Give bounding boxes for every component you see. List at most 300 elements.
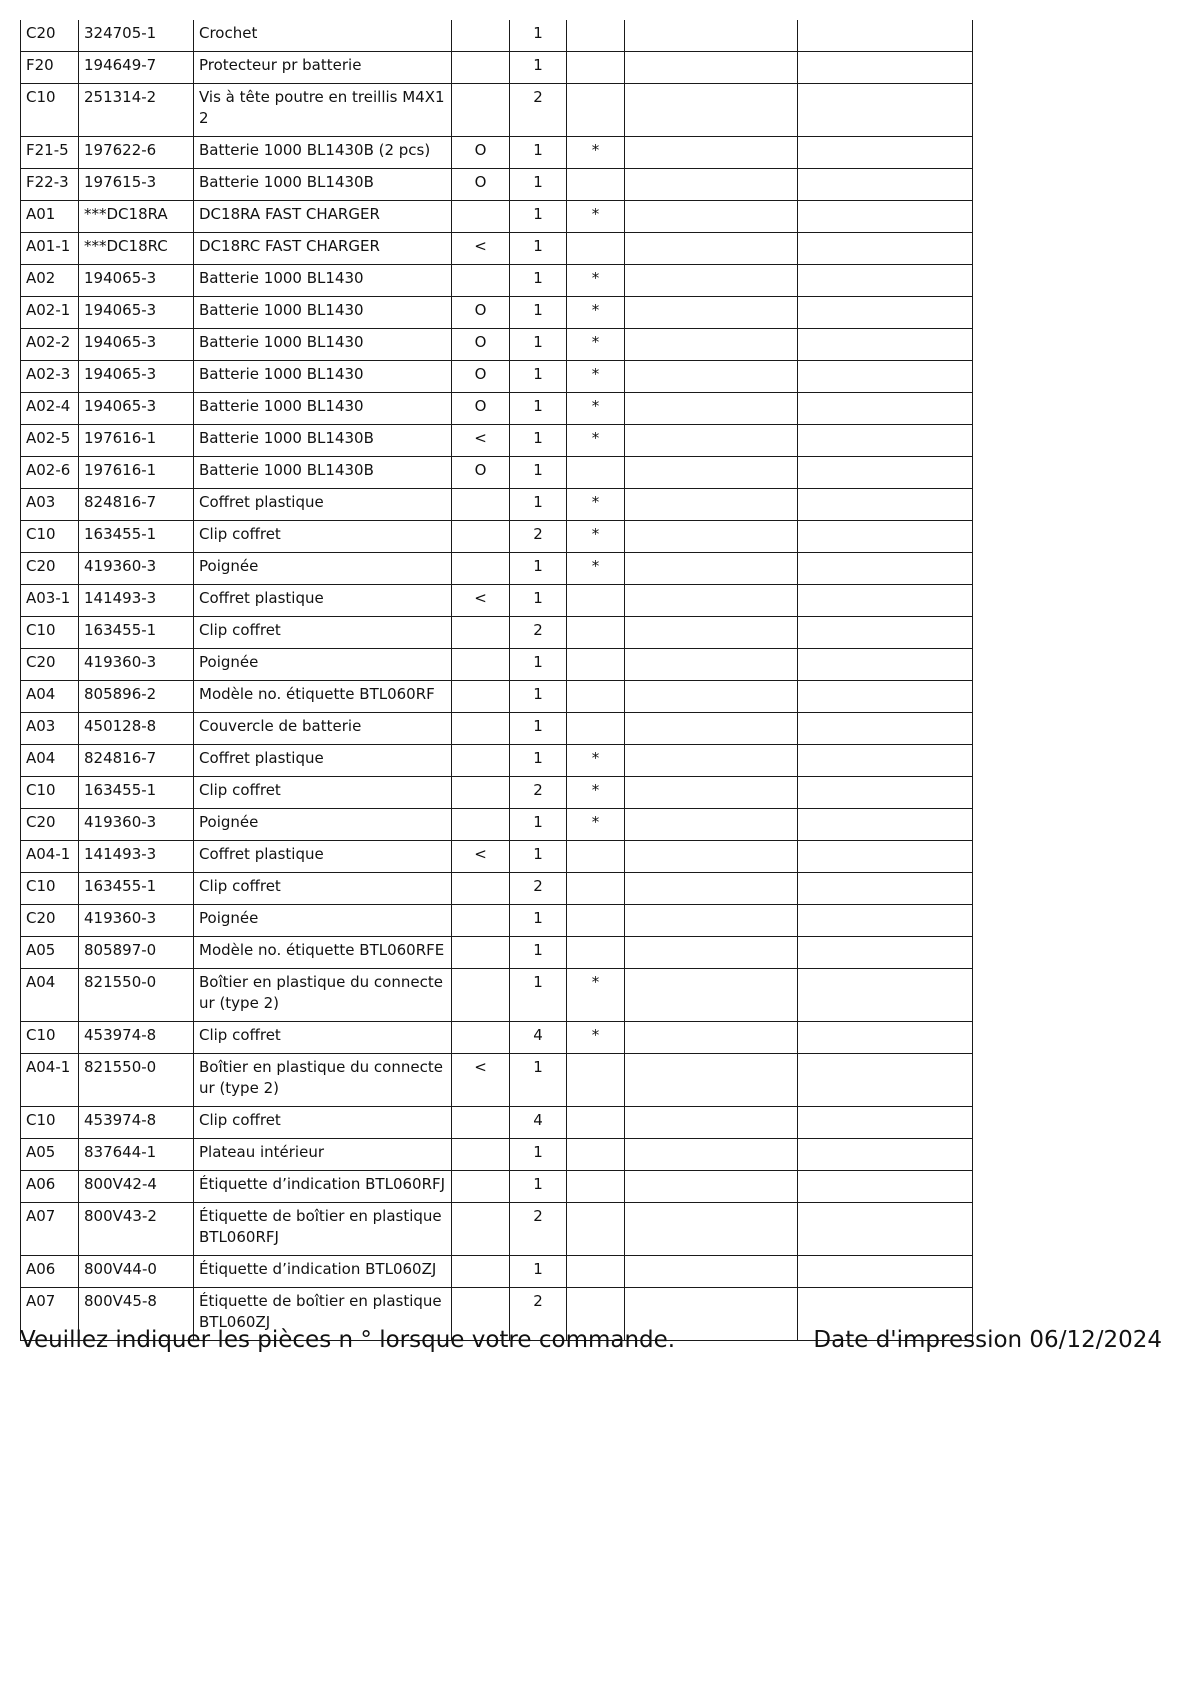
parts-list-table <box>20 20 973 1341</box>
cell-mark <box>452 809 510 841</box>
cell-mark: < <box>452 425 510 457</box>
cell-quantity: 1 <box>510 649 567 681</box>
cell-blank-2 <box>798 521 973 553</box>
cell-quantity: 1 <box>510 52 567 84</box>
cell-item-no: A03 <box>21 713 79 745</box>
cell-mark <box>452 521 510 553</box>
cell-description: Batterie 1000 BL1430B (2 pcs) <box>194 137 452 169</box>
cell-mark <box>452 617 510 649</box>
table-row <box>21 713 973 745</box>
cell-note-asterisk: * <box>567 329 625 361</box>
cell-blank-2 <box>798 457 973 489</box>
cell-note-asterisk <box>567 1107 625 1139</box>
table-row <box>21 84 973 137</box>
cell-mark: O <box>452 329 510 361</box>
cell-note-asterisk <box>567 681 625 713</box>
cell-description: Batterie 1000 BL1430 <box>194 265 452 297</box>
cell-blank-1 <box>625 393 798 425</box>
cell-mark: < <box>452 1054 510 1107</box>
cell-mark <box>452 265 510 297</box>
cell-description: DC18RA FAST CHARGER <box>194 201 452 233</box>
table-row <box>21 52 973 84</box>
cell-note-asterisk <box>567 649 625 681</box>
cell-description: Étiquette de boîtier en plastique BTL060ZJ <box>194 1288 452 1341</box>
cell-quantity: 1 <box>510 969 567 1022</box>
table-row <box>21 1203 973 1256</box>
cell-mark: O <box>452 169 510 201</box>
cell-blank-2 <box>798 84 973 137</box>
cell-quantity: 1 <box>510 553 567 585</box>
table-row <box>21 649 973 681</box>
cell-quantity: 1 <box>510 329 567 361</box>
cell-item-no: A04 <box>21 681 79 713</box>
cell-mark <box>452 1139 510 1171</box>
cell-blank-2 <box>798 841 973 873</box>
cell-part-number: 450128-8 <box>79 713 194 745</box>
cell-mark <box>452 681 510 713</box>
cell-note-asterisk <box>567 233 625 265</box>
cell-blank-1 <box>625 20 798 52</box>
cell-part-number: 453974-8 <box>79 1107 194 1139</box>
cell-description: Batterie 1000 BL1430 <box>194 361 452 393</box>
cell-quantity: 1 <box>510 201 567 233</box>
cell-part-number: ***DC18RC <box>79 233 194 265</box>
order-instruction-note: Veuillez indiquer les pièces n ° lorsque votre commande. <box>20 1327 676 1353</box>
cell-description: Boîtier en plastique du connecte ur (type 2) <box>194 969 452 1022</box>
cell-part-number: 194065-3 <box>79 361 194 393</box>
cell-part-number: 251314-2 <box>79 84 194 137</box>
cell-item-no: C20 <box>21 905 79 937</box>
cell-part-number: 324705-1 <box>79 20 194 52</box>
cell-part-number: 141493-3 <box>79 841 194 873</box>
cell-blank-1 <box>625 777 798 809</box>
cell-note-asterisk: * <box>567 361 625 393</box>
cell-mark <box>452 489 510 521</box>
table-row <box>21 1022 973 1054</box>
cell-quantity: 1 <box>510 425 567 457</box>
cell-quantity: 1 <box>510 137 567 169</box>
cell-item-no: A02-1 <box>21 297 79 329</box>
cell-quantity: 1 <box>510 489 567 521</box>
cell-quantity: 1 <box>510 169 567 201</box>
cell-blank-1 <box>625 1022 798 1054</box>
cell-note-asterisk: * <box>567 137 625 169</box>
cell-note-asterisk: * <box>567 969 625 1022</box>
cell-quantity: 2 <box>510 617 567 649</box>
cell-blank-2 <box>798 1022 973 1054</box>
cell-part-number: 163455-1 <box>79 617 194 649</box>
cell-part-number: 837644-1 <box>79 1139 194 1171</box>
cell-item-no: C10 <box>21 84 79 137</box>
cell-description: Clip coffret <box>194 617 452 649</box>
cell-mark: O <box>452 361 510 393</box>
cell-description: Batterie 1000 BL1430 <box>194 329 452 361</box>
cell-part-number: 821550-0 <box>79 969 194 1022</box>
cell-note-asterisk <box>567 937 625 969</box>
cell-blank-2 <box>798 745 973 777</box>
cell-blank-2 <box>798 329 973 361</box>
cell-blank-1 <box>625 905 798 937</box>
cell-item-no: F21-5 <box>21 137 79 169</box>
table-row <box>21 1054 973 1107</box>
cell-note-asterisk <box>567 169 625 201</box>
cell-description: Batterie 1000 BL1430B <box>194 457 452 489</box>
cell-quantity: 1 <box>510 937 567 969</box>
table-row <box>21 553 973 585</box>
table-row <box>21 681 973 713</box>
cell-description: Coffret plastique <box>194 745 452 777</box>
cell-blank-1 <box>625 617 798 649</box>
cell-note-asterisk <box>567 873 625 905</box>
cell-part-number: 194649-7 <box>79 52 194 84</box>
table-row <box>21 777 973 809</box>
cell-part-number: 194065-3 <box>79 265 194 297</box>
cell-blank-2 <box>798 137 973 169</box>
cell-blank-2 <box>798 969 973 1022</box>
table-row <box>21 1256 973 1288</box>
cell-mark <box>452 1022 510 1054</box>
cell-quantity: 1 <box>510 1054 567 1107</box>
cell-description: Modèle no. étiquette BTL060RF <box>194 681 452 713</box>
cell-description: Étiquette d’indication BTL060RFJ <box>194 1171 452 1203</box>
cell-description: Coffret plastique <box>194 585 452 617</box>
cell-blank-2 <box>798 489 973 521</box>
cell-description: Clip coffret <box>194 521 452 553</box>
cell-description: Clip coffret <box>194 777 452 809</box>
cell-part-number: 419360-3 <box>79 809 194 841</box>
cell-description: Poignée <box>194 809 452 841</box>
table-row <box>21 937 973 969</box>
cell-note-asterisk: * <box>567 809 625 841</box>
cell-mark <box>452 1171 510 1203</box>
cell-blank-2 <box>798 1139 973 1171</box>
table-row <box>21 841 973 873</box>
cell-item-no: C20 <box>21 649 79 681</box>
cell-description: Coffret plastique <box>194 489 452 521</box>
cell-blank-2 <box>798 873 973 905</box>
table-row <box>21 265 973 297</box>
cell-blank-1 <box>625 457 798 489</box>
cell-description: Couvercle de batterie <box>194 713 452 745</box>
cell-quantity: 1 <box>510 1139 567 1171</box>
cell-blank-1 <box>625 361 798 393</box>
cell-note-asterisk: * <box>567 297 625 329</box>
cell-part-number: 197616-1 <box>79 425 194 457</box>
cell-note-asterisk: * <box>567 1022 625 1054</box>
cell-note-asterisk <box>567 1171 625 1203</box>
cell-item-no: A06 <box>21 1256 79 1288</box>
table-row <box>21 873 973 905</box>
cell-description: Batterie 1000 BL1430 <box>194 297 452 329</box>
cell-mark <box>452 553 510 585</box>
cell-quantity: 1 <box>510 841 567 873</box>
cell-blank-2 <box>798 201 973 233</box>
cell-note-asterisk: * <box>567 553 625 585</box>
cell-blank-2 <box>798 297 973 329</box>
cell-description: Étiquette d’indication BTL060ZJ <box>194 1256 452 1288</box>
cell-note-asterisk: * <box>567 777 625 809</box>
cell-part-number: 163455-1 <box>79 873 194 905</box>
cell-blank-1 <box>625 1107 798 1139</box>
cell-blank-2 <box>798 553 973 585</box>
cell-item-no: A02 <box>21 265 79 297</box>
cell-item-no: A06 <box>21 1171 79 1203</box>
cell-blank-2 <box>798 20 973 52</box>
cell-blank-1 <box>625 425 798 457</box>
cell-note-asterisk <box>567 617 625 649</box>
cell-part-number: 800V43-2 <box>79 1203 194 1256</box>
cell-part-number: 419360-3 <box>79 649 194 681</box>
cell-description: Clip coffret <box>194 1107 452 1139</box>
cell-blank-1 <box>625 713 798 745</box>
cell-description: Étiquette de boîtier en plastique BTL060RFJ <box>194 1203 452 1256</box>
cell-quantity: 4 <box>510 1022 567 1054</box>
cell-part-number: 194065-3 <box>79 297 194 329</box>
parts-list-body <box>21 20 973 1341</box>
cell-description: Vis à tête poutre en treillis M4X1 2 <box>194 84 452 137</box>
table-row <box>21 329 973 361</box>
cell-description: Poignée <box>194 553 452 585</box>
cell-item-no: A04 <box>21 969 79 1022</box>
cell-blank-2 <box>798 169 973 201</box>
cell-item-no: A03 <box>21 489 79 521</box>
cell-part-number: 163455-1 <box>79 777 194 809</box>
cell-quantity: 1 <box>510 265 567 297</box>
cell-part-number: 197622-6 <box>79 137 194 169</box>
cell-note-asterisk <box>567 841 625 873</box>
table-row <box>21 1107 973 1139</box>
cell-note-asterisk <box>567 1139 625 1171</box>
cell-part-number: 805896-2 <box>79 681 194 713</box>
cell-blank-1 <box>625 937 798 969</box>
print-date: Date d'impression 06/12/2024 <box>813 1327 1162 1353</box>
cell-blank-1 <box>625 649 798 681</box>
cell-blank-1 <box>625 585 798 617</box>
cell-mark <box>452 20 510 52</box>
cell-blank-1 <box>625 201 798 233</box>
cell-blank-1 <box>625 265 798 297</box>
cell-mark <box>452 84 510 137</box>
cell-blank-2 <box>798 361 973 393</box>
cell-quantity: 1 <box>510 457 567 489</box>
cell-description: Modèle no. étiquette BTL060RFE <box>194 937 452 969</box>
cell-item-no: A05 <box>21 1139 79 1171</box>
cell-quantity: 1 <box>510 681 567 713</box>
cell-item-no: C20 <box>21 20 79 52</box>
table-row <box>21 425 973 457</box>
cell-quantity: 1 <box>510 233 567 265</box>
cell-blank-1 <box>625 329 798 361</box>
cell-blank-2 <box>798 809 973 841</box>
cell-blank-2 <box>798 1256 973 1288</box>
cell-blank-1 <box>625 169 798 201</box>
cell-blank-1 <box>625 681 798 713</box>
cell-note-asterisk <box>567 20 625 52</box>
table-row <box>21 745 973 777</box>
cell-quantity: 1 <box>510 1256 567 1288</box>
cell-blank-1 <box>625 809 798 841</box>
cell-description: Batterie 1000 BL1430B <box>194 169 452 201</box>
cell-mark: < <box>452 585 510 617</box>
cell-blank-1 <box>625 745 798 777</box>
cell-blank-2 <box>798 649 973 681</box>
table-row <box>21 489 973 521</box>
cell-mark <box>452 713 510 745</box>
cell-blank-1 <box>625 1054 798 1107</box>
cell-blank-1 <box>625 1139 798 1171</box>
cell-quantity: 1 <box>510 20 567 52</box>
cell-quantity: 1 <box>510 745 567 777</box>
cell-blank-1 <box>625 233 798 265</box>
cell-mark <box>452 1256 510 1288</box>
cell-note-asterisk <box>567 1203 625 1256</box>
cell-blank-2 <box>798 52 973 84</box>
cell-blank-1 <box>625 489 798 521</box>
cell-item-no: A02-6 <box>21 457 79 489</box>
table-row <box>21 361 973 393</box>
cell-part-number: 800V42-4 <box>79 1171 194 1203</box>
table-row <box>21 1171 973 1203</box>
cell-note-asterisk <box>567 905 625 937</box>
cell-quantity: 1 <box>510 713 567 745</box>
cell-note-asterisk: * <box>567 201 625 233</box>
table-row <box>21 393 973 425</box>
cell-blank-1 <box>625 52 798 84</box>
cell-note-asterisk <box>567 457 625 489</box>
table-row <box>21 457 973 489</box>
cell-part-number: 197615-3 <box>79 169 194 201</box>
cell-mark <box>452 905 510 937</box>
cell-blank-1 <box>625 297 798 329</box>
cell-quantity: 2 <box>510 777 567 809</box>
cell-blank-1 <box>625 1256 798 1288</box>
cell-mark: O <box>452 297 510 329</box>
cell-note-asterisk: * <box>567 393 625 425</box>
cell-mark <box>452 1107 510 1139</box>
cell-item-no: A01-1 <box>21 233 79 265</box>
cell-blank-2 <box>798 1171 973 1203</box>
cell-part-number: 141493-3 <box>79 585 194 617</box>
cell-mark: < <box>452 841 510 873</box>
cell-description: Crochet <box>194 20 452 52</box>
cell-item-no: C20 <box>21 553 79 585</box>
table-row <box>21 169 973 201</box>
table-row <box>21 233 973 265</box>
cell-blank-2 <box>798 681 973 713</box>
cell-blank-2 <box>798 777 973 809</box>
table-row <box>21 809 973 841</box>
cell-mark <box>452 969 510 1022</box>
cell-quantity: 4 <box>510 1107 567 1139</box>
cell-blank-1 <box>625 521 798 553</box>
cell-blank-2 <box>798 1107 973 1139</box>
cell-item-no: A04-1 <box>21 1054 79 1107</box>
cell-blank-2 <box>798 1054 973 1107</box>
cell-blank-2 <box>798 425 973 457</box>
cell-blank-2 <box>798 937 973 969</box>
table-row <box>21 137 973 169</box>
cell-item-no: F20 <box>21 52 79 84</box>
cell-note-asterisk <box>567 713 625 745</box>
cell-note-asterisk <box>567 1054 625 1107</box>
cell-description: Boîtier en plastique du connecte ur (type 2) <box>194 1054 452 1107</box>
cell-item-no: A03-1 <box>21 585 79 617</box>
cell-note-asterisk <box>567 585 625 617</box>
cell-note-asterisk <box>567 1256 625 1288</box>
cell-part-number: 824816-7 <box>79 489 194 521</box>
cell-part-number: ***DC18RA <box>79 201 194 233</box>
cell-part-number: 453974-8 <box>79 1022 194 1054</box>
cell-item-no: A07 <box>21 1203 79 1256</box>
cell-item-no: A02-4 <box>21 393 79 425</box>
cell-quantity: 1 <box>510 585 567 617</box>
cell-mark: O <box>452 457 510 489</box>
cell-blank-1 <box>625 969 798 1022</box>
cell-blank-1 <box>625 1171 798 1203</box>
cell-item-no: C10 <box>21 777 79 809</box>
cell-mark <box>452 937 510 969</box>
cell-part-number: 197616-1 <box>79 457 194 489</box>
cell-blank-1 <box>625 841 798 873</box>
cell-quantity: 1 <box>510 361 567 393</box>
cell-item-no: A02-2 <box>21 329 79 361</box>
cell-note-asterisk: * <box>567 745 625 777</box>
cell-blank-2 <box>798 393 973 425</box>
cell-note-asterisk: * <box>567 489 625 521</box>
cell-quantity: 1 <box>510 393 567 425</box>
cell-note-asterisk: * <box>567 265 625 297</box>
cell-mark <box>452 52 510 84</box>
table-row <box>21 969 973 1022</box>
cell-quantity: 2 <box>510 873 567 905</box>
cell-mark <box>452 201 510 233</box>
cell-mark <box>452 649 510 681</box>
cell-item-no: C10 <box>21 873 79 905</box>
cell-part-number: 419360-3 <box>79 553 194 585</box>
cell-blank-2 <box>798 617 973 649</box>
cell-item-no: C10 <box>21 1107 79 1139</box>
table-row <box>21 1139 973 1171</box>
cell-mark <box>452 873 510 905</box>
cell-part-number: 800V44-0 <box>79 1256 194 1288</box>
cell-note-asterisk: * <box>567 425 625 457</box>
cell-blank-2 <box>798 713 973 745</box>
cell-item-no: A01 <box>21 201 79 233</box>
cell-part-number: 824816-7 <box>79 745 194 777</box>
cell-note-asterisk <box>567 52 625 84</box>
cell-mark <box>452 777 510 809</box>
cell-blank-2 <box>798 233 973 265</box>
cell-blank-2 <box>798 585 973 617</box>
cell-blank-1 <box>625 873 798 905</box>
cell-quantity: 2 <box>510 1203 567 1256</box>
table-row <box>21 521 973 553</box>
cell-item-no: A04 <box>21 745 79 777</box>
cell-description: Protecteur pr batterie <box>194 52 452 84</box>
cell-blank-2 <box>798 905 973 937</box>
cell-item-no: C10 <box>21 521 79 553</box>
cell-quantity: 1 <box>510 1171 567 1203</box>
cell-note-asterisk <box>567 84 625 137</box>
cell-part-number: 419360-3 <box>79 905 194 937</box>
cell-item-no: F22-3 <box>21 169 79 201</box>
cell-item-no: C10 <box>21 1022 79 1054</box>
cell-quantity: 2 <box>510 1288 567 1341</box>
cell-blank-1 <box>625 553 798 585</box>
cell-part-number: 821550-0 <box>79 1054 194 1107</box>
table-row <box>21 585 973 617</box>
cell-note-asterisk: * <box>567 521 625 553</box>
